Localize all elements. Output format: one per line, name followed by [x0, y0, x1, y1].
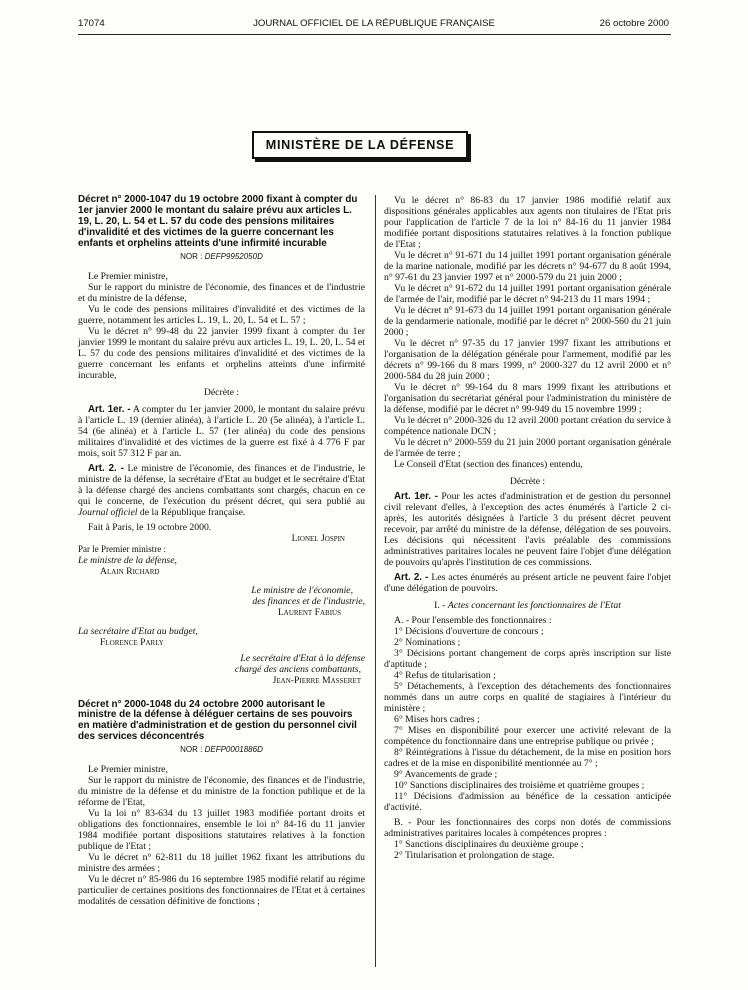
decree-1-nor-code: DEFP9952050D — [204, 251, 263, 261]
decree-2-para: Vu le décret n° 91-671 du 14 juillet 1991 portant organisation générale de la marine nationale, modifié par les décrets n° 94-677 du 8 août 1994, n° 97-61 du 23 janvier 1997 et n° 2000-579 du 21 juin 2000 ; — [384, 250, 671, 283]
section-I-heading: I. - Actes concernant les fonctionnaires de l'Etat — [434, 600, 621, 611]
decree-2-para: Vu le décret n° 91-673 du 14 juillet 1991 portant organisation générale de la gendarmerie nationale, modifié par le décret n° 2000-560 du 21 juin 2000 ; — [384, 305, 671, 338]
journal-title: JOURNAL OFFICIEL DE LA RÉPUBLIQUE FRANÇAISE — [253, 18, 495, 29]
decree-2-nor: NOR : DEFP0001886D — [180, 745, 263, 755]
decree-1-done-at: Fait à Paris, le 19 octobre 2000. — [88, 521, 212, 533]
signature-pm: Lionel Jospin — [291, 532, 345, 544]
left-column — [78, 195, 365, 907]
decree-2-decrete: Décrète : — [509, 476, 546, 487]
signature-defense-role: Le ministre de la défense, — [78, 554, 177, 566]
signature-budget-role: La secrétaire d'Etat au budget, — [78, 625, 198, 637]
decree-1-nor: NOR : DEFP9952050D — [180, 251, 263, 261]
signature-eco-role: des finances et de l'industrie, — [252, 595, 365, 607]
list-A-item: 3° Décisions portant changement de corps après inscription sur liste d'aptitude ; — [384, 648, 671, 670]
signature-veterans-role: Le secrétaire d'Etat à la défense — [240, 652, 365, 664]
decree-1-para: Vu le code des pensions militaires d'invalidité et des victimes de la guerre, notamment les articles L. 19, L. 20, L. 54 et L. 57 ; — [78, 303, 365, 326]
decree-1-decrete: Décrète : — [203, 386, 240, 398]
decree-2-para: Vu le décret n° 2000-326 du 12 avril 2000 portant création du service à compétence nationale DCN ; — [384, 415, 671, 437]
list-A-item: 10° Sanctions disciplinaires des troisième et quatrième groupes ; — [394, 780, 645, 791]
ministry-section-title: MINISTÈRE DE LA DÉFENSE — [252, 131, 468, 159]
decree-2-para: Sur le rapport du ministre de l'économie, des finances et de l'industrie, du ministre de la défense et du ministre de la fonction publique et de la réforme de l'Etat, — [78, 775, 365, 809]
decree-2-article-2: Art. 2. - Les actes énumérés au présent article ne peuvent faire l'objet d'une délégation de pouvoirs. — [384, 572, 671, 594]
issue-date: 26 octobre 2000 — [599, 18, 669, 29]
list-A-item: 5° Détachements, à l'exception des détachements des fonctionnaires nommés dans un autre corps en qualité de stagiaires à l'intérieur du ministère ; — [384, 681, 671, 714]
header-rule — [78, 34, 671, 35]
page-header — [0, 18, 748, 34]
decree-2-para: Vu le décret n° 62-811 du 18 juillet 1962 fixant les attributions du ministre des armées ; — [78, 852, 365, 875]
signature-eco-name: Laurent Fabius — [277, 606, 341, 618]
list-B-item: 1° Sanctions disciplinaires du deuxième groupe ; — [394, 839, 584, 850]
page-number: 17074 — [78, 18, 105, 29]
list-A-item: 6° Mises hors cadres ; — [394, 714, 480, 725]
list-A-item: 9° Avancements de grade ; — [394, 769, 498, 780]
decree-2-nor-code: DEFP0001886D — [204, 745, 263, 755]
list-A-item: 8° Réintégrations à l'issue du détachement, de la mise en position hors cadres et de la mise en disponibilité mentionnée au 7° ; — [384, 747, 671, 769]
decree-2-para: Vu la loi n° 83-634 du 13 juillet 1983 modifiée portant droits et obligations des fonctionnaires, ensemble le loi n° 84-16 du 11 janvier 1984 modifiée portant dispositions statutaires relatives à la fonction publique de l'Etat ; — [78, 808, 365, 853]
decree-2-para: Vu le décret n° 97-35 du 17 janvier 1997 fixant les attributions et l'organisation de la délégation générale pour l'armement, modifié par les décrets n° 99-166 du 8 mars 1999, n° 2000-327 du 12 avril 2000 et n° 2000-584 du 28 juin 2000 ; — [384, 338, 671, 382]
signature-veterans-role: chargé des anciens combattants, — [234, 663, 361, 675]
decree-2-para: Vu le décret n° 91-672 du 14 juillet 1991 portant organisation générale de l'armée de l'air, modifié par le décret n° 94-213 du 11 mars 1994 ; — [384, 283, 671, 305]
list-A-item: 7° Mises en disponibilité pour exercer une activité relevant de la compétence du fonctionnaire dans une entreprise publique ou privée ; — [384, 725, 671, 747]
decree-2-para: Le Premier ministre, — [88, 764, 168, 776]
decree-1-para: Le Premier ministre, — [88, 270, 168, 282]
decree-1-article-2: Art. 2. - Le ministre de l'économie, des finances et de l'industrie, le ministre de la défense, la secrétaire d'Etat au budget et le secrétaire d'Etat à la défense chargé des anciens combattants sont chargés, chacun en ce qui le concerne, de l'exécution du présent décret, qui sera publié au Journal officiel de la République française. — [78, 462, 365, 518]
decree-2-para: Vu le décret n° 2000-559 du 21 juin 2000 portant organisation générale de l'armée de terre ; — [384, 437, 671, 459]
signature-pm-intro: Par le Premier ministre : — [78, 543, 166, 554]
decree-2-para: Vu le décret n° 85-986 du 16 septembre 1985 modifié relatif au régime particulier de certaines positions des fonctionnaires de l'Etat et à certaines modalités de cessation définitive de fonctions ; — [78, 874, 365, 908]
decree-1-para: Sur le rapport du ministre de l'économie, des finances et de l'industrie et du ministre de la défense, — [78, 281, 365, 304]
list-A-item: 2° Nominations ; — [394, 637, 461, 648]
decree-2-article-1: Art. 1er. - Pour les actes d'administration et de gestion du personnel civil relevant d'elles, à l'exception des actes énumérés à l'article 2 ci-après, les autorités désignées à l'article 3 du présent décret peuvent recevoir, par arrêté du ministre de la défense, délégation de ses pouvoirs. Les décisions qui nécessitent l'avis préalable des commissions administratives paritaires locales ne peuvent faire l'objet d'une délégation de pouvoirs qu'après l'institution de ces commissions. — [384, 491, 671, 568]
list-A-item: 11° Décisions d'admission au bénéfice de la cessation anticipée d'activité. — [384, 791, 671, 813]
item-A: A. - Pour l'ensemble des fonctionnaires : — [394, 615, 552, 626]
item-B: B. - Pour les fonctionnaires des corps non dotés de commissions administratives paritaires locales à compétences propres : — [384, 817, 671, 839]
decree-2-title: Décret n° 2000-1048 du 24 octobre 2000 autorisant le ministre de la défense à déléguer certains de ses pouvoirs en matière d'administration et de gestion du personnel civil des services déconcentrés — [78, 698, 357, 743]
list-A-item: 4° Refus de titularisation ; — [394, 670, 496, 681]
list-A-item: 1° Décisions d'ouverture de concours ; — [394, 626, 544, 637]
decree-1-para: Vu le décret n° 99-48 du 22 janvier 1999 fixant à compter du 1er janvier 1999 le montant du salaire prévu aux articles L. 19, L. 20, L. 54 et L. 57 du code des pensions militaires d'invalidité et des victimes de la guerre concernant les enfants et orphelins atteints d'une infirmité incurable, — [78, 325, 365, 381]
decree-1-article-1: Art. 1er. - A compter du 1er janvier 2000, le montant du salaire prévu à l'article L. 19 (dernier alinéa), à l'article L. 20 (5e alinéa), à l'article L. 54 (6e alinéa) et à l'article L. 57 (1er alinéa) du code des pensions militaires d'invalidité et des victimes de la guerre est fixé à 4 776 F par mois, soit 57 312 F par an. — [78, 403, 365, 459]
signature-budget-name: Florence Parly — [100, 636, 164, 648]
decree-1-title: Décret n° 2000-1047 du 19 octobre 2000 fixant à compter du 1er janvier 2000 le montant du salaire prévu aux articles L. 19, L. 20, L. 54 et L. 57 du code des pensions militaires d'invalidité et des victimes de la guerre concernant les enfants et orphelins atteints d'une infirmité incurable — [78, 194, 358, 249]
right-column — [384, 195, 671, 861]
column-divider — [375, 195, 376, 967]
signature-defense-name: Alain Richard — [100, 565, 160, 577]
list-B-item: 2° Titularisation et prolongation de stage. — [394, 850, 555, 861]
decree-2-para: Vu le décret n° 86-83 du 17 janvier 1986 modifié relatif aux dispositions générales applicables aux agents non titulaires de l'Etat pris pour l'application de l'article 7 de la loi n° 84-16 du 11 janvier 1984 modifiée portant dispositions statutaires relatives à la fonction publique de l'Etat ; — [384, 195, 671, 250]
decree-2-para: Le Conseil d'Etat (section des finances) entendu, — [394, 459, 583, 470]
decree-2-para: Vu le décret n° 99-164 du 8 mars 1999 fixant les attributions et l'organisation du secrétariat général pour l'administration du ministère de la défense, modifié par le décret n° 99-949 du 15 novembre 1999 ; — [384, 382, 671, 415]
signature-eco-role: Le ministre de l'économie, — [251, 584, 353, 596]
signature-veterans-name: Jean-Pierre Masseret — [272, 674, 361, 686]
